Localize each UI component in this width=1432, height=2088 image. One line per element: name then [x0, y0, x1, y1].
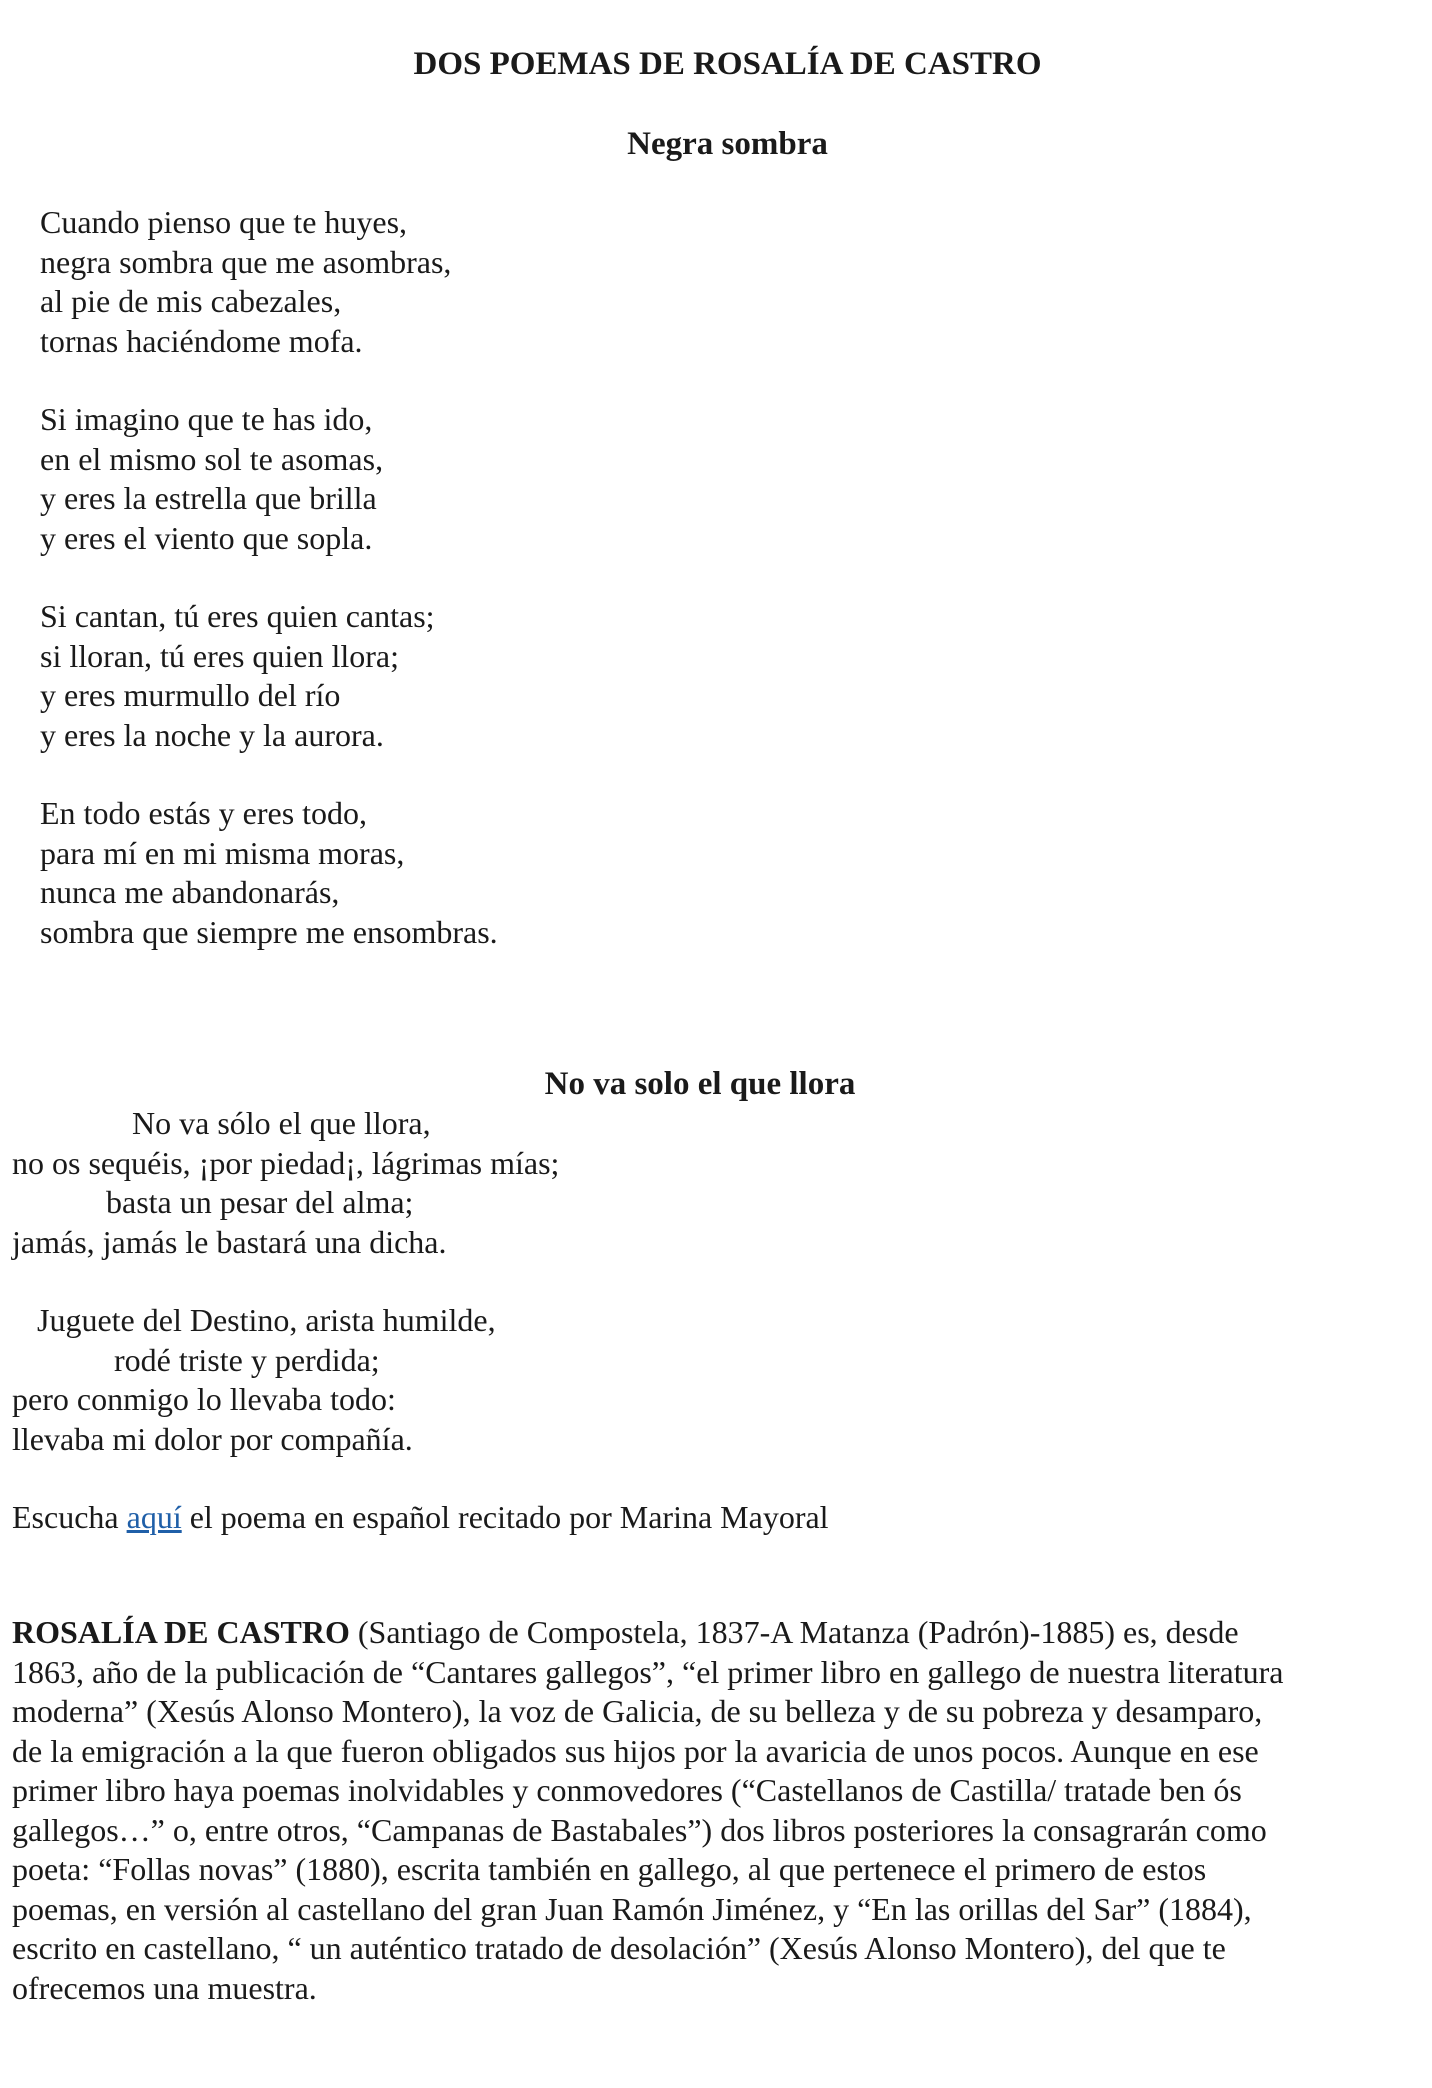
- poem2-stanza-1: [12, 1104, 559, 1262]
- author-name: ROSALÍA DE CASTRO: [12, 1614, 350, 1650]
- bio-line: primer libro haya poemas inolvidables y conmovedores (“Castellanos de Castilla/ tratade ben ós: [12, 1772, 1242, 1808]
- listen-text-after: el poema en español recitado por Marina Mayoral: [181, 1499, 829, 1535]
- verse-line: para mí en mi misma moras,: [40, 834, 405, 871]
- poem1-stanza-2: [40, 400, 383, 558]
- verse-line: en el mismo sol te asomas,: [40, 440, 384, 477]
- verse-line: basta un pesar del alma;: [106, 1184, 414, 1220]
- poem1-stanza-1: [40, 203, 451, 361]
- verse-line: Cuando pienso que te huyes,: [40, 204, 408, 240]
- bio-text: (Santiago de Compostela, 1837-A Matanza (Padrón)-1885) es, desde: [349, 1614, 1239, 1650]
- verse-line: Si cantan, tú eres quien cantas;: [40, 598, 435, 634]
- verse-line: al pie de mis cabezales,: [40, 283, 342, 319]
- poem-title-negra-sombra: Negra sombra: [627, 126, 828, 162]
- verse-line: no os sequéis, ¡por piedad¡, lágrimas mías;: [12, 1144, 560, 1181]
- bio-line: de la emigración a la que fueron obligados sus hijos por la avaricia de unos pocos. Aunque en ese: [12, 1732, 1259, 1769]
- verse-line: jamás, jamás le bastará una dicha.: [12, 1223, 447, 1260]
- verse-line: En todo estás y eres todo,: [40, 795, 368, 831]
- bio-line: [12, 1613, 1407, 1653]
- verse-line: si lloran, tú eres quien llora;: [40, 637, 400, 674]
- verse-line: No va sólo el que llora,: [132, 1105, 431, 1141]
- verse-line: Si imagino que te has ido,: [40, 401, 373, 437]
- bio-line: poemas, en versión al castellano del gran Juan Ramón Jiménez, y “En las orillas del Sar” (1884),: [12, 1890, 1252, 1927]
- page-title: DOS POEMAS DE ROSALÍA DE CASTRO: [413, 46, 1042, 82]
- verse-line: nunca me abandonarás,: [40, 874, 340, 910]
- poem2-stanza-2: [12, 1301, 496, 1459]
- listen-sentence: [12, 1497, 829, 1537]
- bio-line: ofrecemos una muestra.: [12, 1969, 317, 2006]
- verse-line: llevaba mi dolor por compañía.: [12, 1420, 413, 1457]
- verse-line: y eres murmullo del río: [40, 677, 341, 713]
- biography-paragraph: [12, 1613, 1407, 2008]
- poem1-stanza-4: [40, 794, 498, 952]
- poem-title-no-va-solo: No va solo el que llora: [544, 1066, 856, 1102]
- bio-line: moderna” (Xesús Alonso Montero), la voz de Galicia, de su belleza y de su pobreza y desamparo,: [12, 1693, 1263, 1729]
- verse-line: y eres el viento que sopla.: [40, 519, 373, 556]
- verse-line: tornas haciéndome mofa.: [40, 322, 363, 359]
- poem1-stanza-3: [40, 597, 435, 755]
- verse-line: sombra que siempre me ensombras.: [40, 913, 498, 950]
- verse-line: Juguete del Destino, arista humilde,: [37, 1302, 496, 1338]
- verse-line: y eres la noche y la aurora.: [40, 716, 384, 753]
- recitation-link[interactable]: aquí: [126, 1499, 182, 1535]
- verse-line: rodé triste y perdida;: [114, 1341, 380, 1378]
- bio-line: gallegos…” o, entre otros, “Campanas de Bastabales”) dos libros posteriores la consagrarán como: [12, 1811, 1267, 1848]
- bio-line: 1863, año de la publicación de “Cantares gallegos”, “el primer libro en gallego de nuestra literatura: [12, 1653, 1284, 1690]
- listen-text-before: Escucha: [12, 1499, 127, 1535]
- verse-line: negra sombra que me asombras,: [40, 243, 452, 280]
- verse-line: pero conmigo lo llevaba todo:: [12, 1381, 396, 1417]
- bio-line: poeta: “Follas novas” (1880), escrita también en gallego, al que pertenece el primero de estos: [12, 1851, 1207, 1887]
- verse-line: y eres la estrella que brilla: [40, 480, 377, 516]
- bio-line: escrito en castellano, “ un auténtico tratado de desolación” (Xesús Alonso Montero), del que te: [12, 1930, 1226, 1966]
